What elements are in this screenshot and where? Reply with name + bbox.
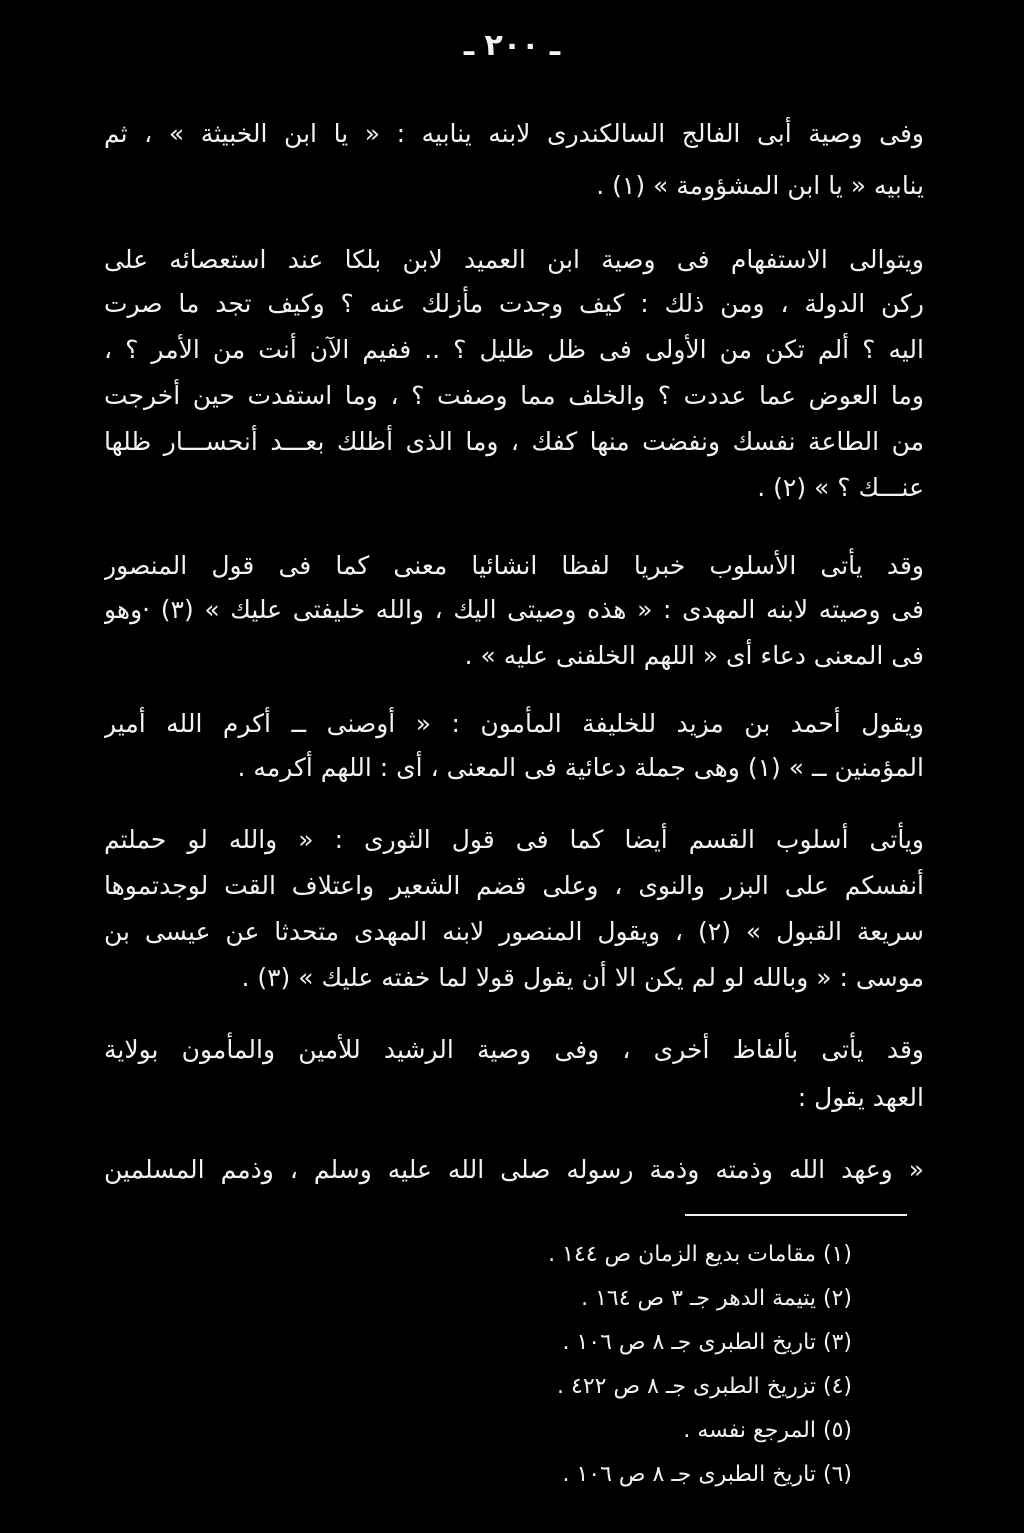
text-line: أنفسكم على البزر والنوى ، وعلى قضم الشعير واعتلاف القت لوجدتموها [104, 871, 924, 900]
text-line: موسى : « وبالله لو لم يكن الا أن يقول قولا لما خفته عليك » (٣) . [241, 963, 924, 992]
footnote: (٢) يتيمة الدهر جـ ٣ ص ١٦٤ . [581, 1286, 852, 1311]
text-line: العهد يقول : [797, 1083, 924, 1112]
text-line: ويتوالى الاستفهام فى وصية ابن العميد لابن بلكا عند استعصائه على [104, 245, 924, 274]
text-line: وقد يأتى بألفاظ أخرى ، وفى وصية الرشيد للأمين والمأمون بولاية [104, 1035, 924, 1064]
footnote: (٣) تاريخ الطبرى جـ ٨ ص ١٠٦ . [562, 1330, 852, 1355]
text-line: ويقول أحمد بن مزيد للخليفة المأمون : « أوصنى ــ أكرم الله أمير [104, 709, 924, 738]
footnote-divider [685, 1214, 907, 1216]
text-line: ينابيه « يا ابن المشؤومة » (١) . [596, 171, 924, 200]
footnote: (٥) المرجع نفسه . [683, 1418, 852, 1443]
text-line: من الطاعة نفسك ونفضت منها كفك ، وما الذى أظلك بعـــد أنحســـار ظلها [104, 427, 924, 456]
footnote: (١) مقامات بديع الزمان ص ١٤٤ . [548, 1242, 852, 1267]
text-line: وفى وصية أبى الفالج السالكندرى لابنه ينابيه : « يا ابن الخبيثة » ، ثم [104, 119, 924, 148]
text-line: سريعة القبول » (٢) ، ويقول المنصور لابنه المهدى متحدثا عن عيسى بن [104, 917, 924, 946]
text-line: « وعهد الله وذمته وذمة رسوله صلى الله عليه وسلم ، وذمم المسلمين [104, 1155, 924, 1184]
text-line: ركن الدولة ، ومن ذلك : كيف وجدت مأزلك عنه ؟ وكيف تجد ما صرت [104, 289, 924, 318]
text-line: فى وصيته لابنه المهدى : « هذه وصيتى اليك ، والله خليفتى عليك » (٣) ·وهو [104, 595, 924, 624]
text-line: ويأتى أسلوب القسم أيضا كما فى قول الثورى : « والله لو حملتم [104, 825, 924, 854]
text-line: اليه ؟ ألم تكن من الأولى فى ظل ظليل ؟ .. ففيم الآن أنت من الأمر ؟ ، [104, 335, 924, 364]
text-line: وما العوض عما عددت ؟ والخلف مما وصفت ؟ ، وما استفدت حين أخرجت [104, 381, 924, 410]
text-line: المؤمنين ــ » (١) وهى جملة دعائية فى المعنى ، أى : اللهم أكرمه . [237, 753, 924, 782]
text-line: فى المعنى دعاء أى « اللهم الخلفنى عليه » . [464, 641, 924, 670]
page-number: ـ ٢٠٠ ـ [463, 28, 561, 63]
text-line: عنـــك ؟ » (٢) . [757, 473, 924, 502]
text-line: وقد يأتى الأسلوب خبريا لفظا انشائيا معنى كما فى قول المنصور [104, 551, 924, 580]
footnote: (٦) تاريخ الطبرى جـ ٨ ص ١٠٦ . [562, 1462, 852, 1487]
footnote: (٤) تزريخ الطبرى جـ ٨ ص ٤٢٢ . [557, 1374, 852, 1399]
